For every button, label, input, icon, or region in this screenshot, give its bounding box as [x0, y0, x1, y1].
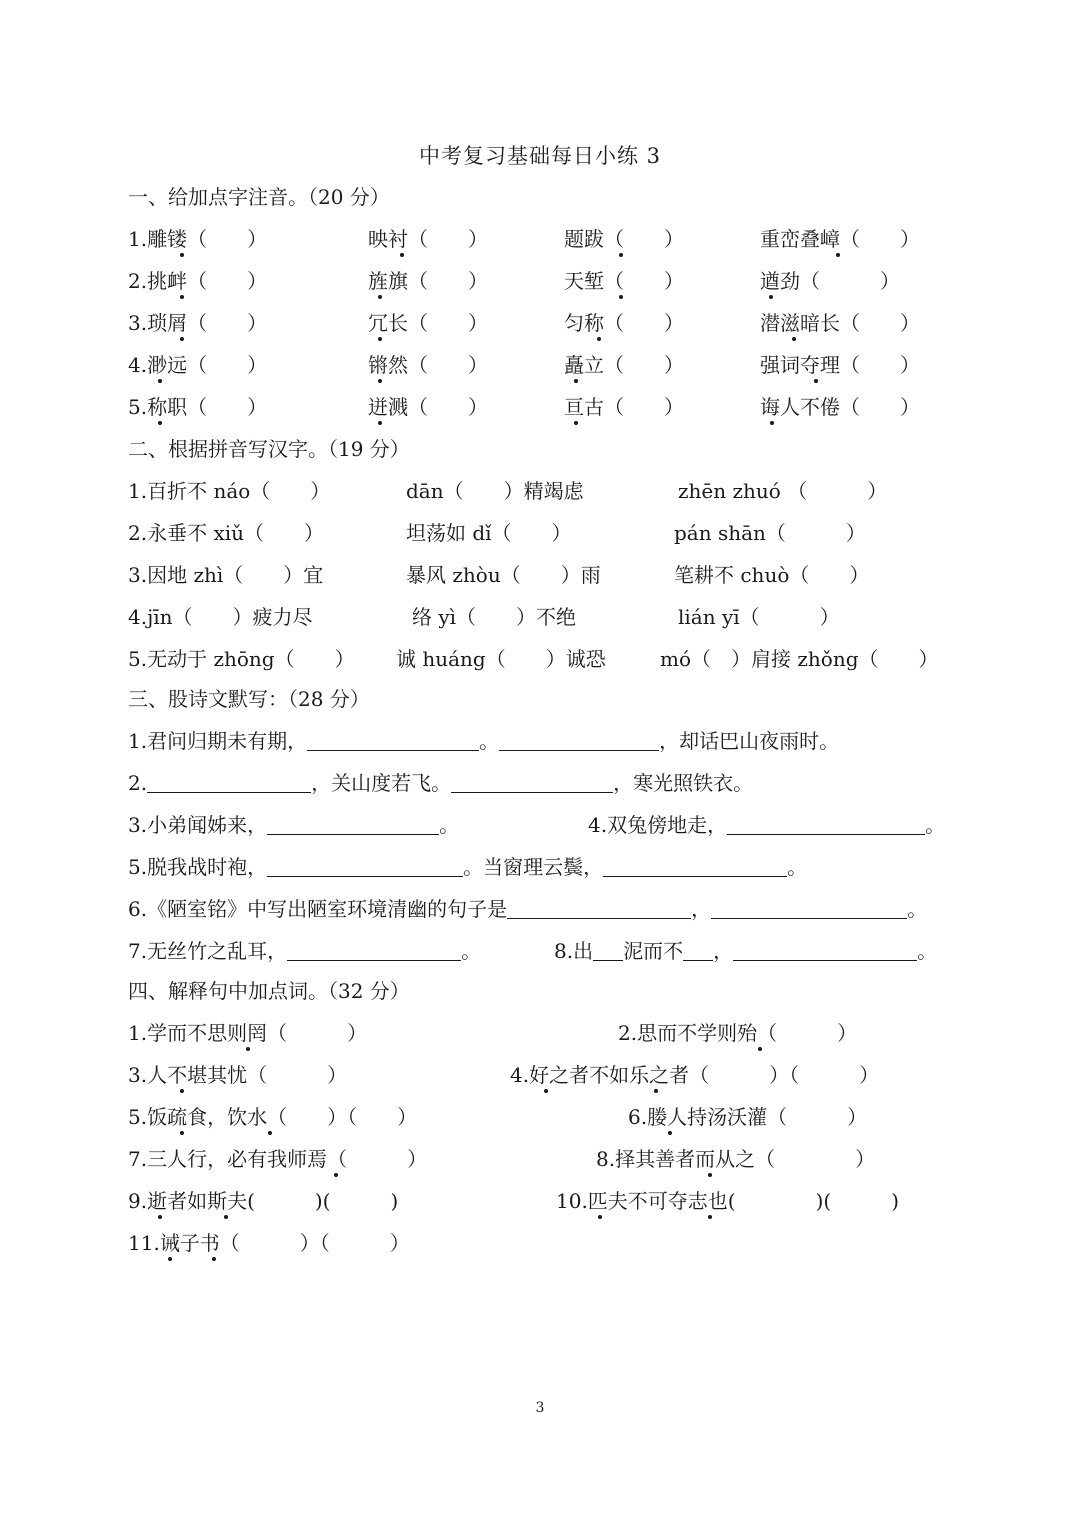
s1-item: 迸溅（ ）: [368, 395, 488, 419]
s3-text: 。: [917, 939, 938, 963]
s2-item: 3.因地 zhì（ ）宜: [128, 563, 324, 587]
s3-text: 泥而不: [623, 939, 684, 963]
s4-row-3: [128, 1104, 968, 1138]
section-4-heading: 四、解释句中加点词。（32 分）: [128, 979, 410, 1003]
s2-item: 2.永垂不 xiǔ（ ）: [128, 521, 324, 545]
emphasis-dot: [654, 1089, 658, 1093]
s4-row-4: [128, 1146, 968, 1180]
emphasis-dot: [378, 295, 382, 299]
s1-item: 4.渺远（ ）: [128, 353, 268, 377]
s3-text: 。: [907, 897, 928, 921]
s4-row-5: [128, 1188, 968, 1222]
s4-item: 5.饭疏食，饮水（ ）（ ）: [128, 1105, 418, 1129]
emphasis-dot: [836, 253, 840, 257]
s2-item: dān（ ）精竭虑: [406, 479, 584, 503]
s1-row-2: [128, 268, 1028, 302]
emphasis-dot: [158, 1215, 162, 1219]
emphasis-dot: [814, 379, 818, 383]
answer-blank[interactable]: [507, 898, 691, 919]
s3-text: ，却话巴山夜雨时。: [659, 729, 840, 753]
page-title: 中考复习基础每日小练 3: [418, 144, 662, 168]
s3-text: 3.小弟闻姊来，: [128, 813, 268, 837]
page-number: 3: [535, 1400, 545, 1416]
s1-item: 5.称职（ ）: [128, 395, 268, 419]
s4-item: 4.好之者不如乐之者（ ）（ ）: [510, 1063, 880, 1087]
s4-item: 11.诫子书（ ）（ ）: [128, 1231, 410, 1255]
s2-item: 络 yì（ ）不绝: [412, 605, 577, 629]
emphasis-dot: [168, 1257, 172, 1261]
emphasis-dot: [758, 1047, 762, 1051]
s3-line-1: [128, 728, 839, 754]
s4-item: 10.匹夫不可夺志也( )( ): [556, 1189, 900, 1213]
s3-text: 。: [439, 813, 460, 837]
s1-item: 映衬（ ）: [368, 227, 488, 251]
s1-item: 重峦叠嶂（ ）: [760, 227, 920, 251]
s3-text: 6.《陋室铭》中写出陋室环境清幽的句子是: [128, 897, 508, 921]
emphasis-dot: [378, 421, 382, 425]
s3-text: ，: [691, 897, 712, 921]
emphasis-dot: [668, 1131, 672, 1135]
s2-item: 4.jīn（ ）疲力尽: [128, 605, 313, 629]
s3-text: 。当窗理云鬓，: [463, 855, 604, 879]
s2-item: zhēn zhuó （ ）: [678, 479, 888, 503]
section-2-heading: 二、根据拼音写汉字。（19 分）: [128, 437, 410, 461]
s2-row-2: [128, 520, 1028, 550]
s3-text: 2.: [128, 771, 148, 795]
s4-item: 1.学而不思则罔（ ）: [128, 1021, 368, 1045]
s2-item: pán shān（ ）: [674, 521, 866, 545]
s3-line-2: [128, 770, 753, 796]
emphasis-dot: [574, 379, 578, 383]
answer-blank[interactable]: [451, 772, 613, 793]
s1-item: 2.挑衅（ ）: [128, 269, 268, 293]
s1-row-1: [128, 226, 1028, 260]
s1-item: 冗长（ ）: [368, 311, 488, 335]
s3-text: 4.双兔傍地走，: [588, 813, 728, 837]
answer-blank[interactable]: [733, 940, 917, 961]
emphasis-dot: [334, 1173, 338, 1177]
s2-row-4: [128, 604, 1028, 634]
emphasis-dot: [574, 421, 578, 425]
s1-item: 1.雕镂（ ）: [128, 227, 268, 251]
s3-text: 。: [461, 939, 482, 963]
s1-item: 天堑（ ）: [564, 269, 684, 293]
s3-text: ，: [713, 939, 734, 963]
s3-text: 7.无丝竹之乱耳，: [128, 939, 288, 963]
s3-text: 5.脱我战时袍，: [128, 855, 268, 879]
s2-row-3: [128, 562, 1028, 592]
emphasis-dot: [158, 379, 162, 383]
s1-item: 强词夺理（ ）: [760, 353, 920, 377]
s1-item: 锵然（ ）: [368, 353, 488, 377]
s3-line-3: [128, 812, 968, 842]
emphasis-dot: [400, 253, 404, 257]
answer-blank[interactable]: [727, 814, 925, 835]
s3-text: ，寒光照铁衣。: [613, 771, 754, 795]
answer-blank[interactable]: [267, 856, 463, 877]
s2-item: 暴风 zhòu（ ）雨: [406, 563, 601, 587]
s1-item: 诲人不倦（ ）: [760, 395, 920, 419]
emphasis-dot: [158, 421, 162, 425]
emphasis-dot: [792, 337, 796, 341]
s3-text: 1.君问归期未有期，: [128, 729, 308, 753]
emphasis-dot: [180, 253, 184, 257]
section-3-heading: 三、股诗文默写：（28 分）: [128, 687, 370, 711]
emphasis-dot: [246, 1047, 250, 1051]
s2-item: 诚 huáng（ ）诚恐: [396, 647, 606, 671]
s3-text: 8.出: [554, 939, 594, 963]
answer-blank[interactable]: [147, 772, 311, 793]
answer-blank[interactable]: [499, 730, 659, 751]
emphasis-dot: [224, 1215, 228, 1219]
emphasis-dot: [212, 1257, 216, 1261]
s3-line-6: [128, 896, 927, 922]
emphasis-dot: [180, 337, 184, 341]
s2-item: mó（ ）肩接 zhǒng（ ）: [660, 647, 939, 671]
s1-item: 潜滋暗长（ ）: [760, 311, 920, 335]
emphasis-dot: [770, 421, 774, 425]
s1-item: 矗立（ ）: [564, 353, 684, 377]
s1-item: 旌旗（ ）: [368, 269, 488, 293]
emphasis-dot: [378, 379, 382, 383]
emphasis-dot: [180, 295, 184, 299]
s2-row-1: [128, 478, 1028, 508]
s2-item: 坦荡如 dǐ（ ）: [406, 521, 572, 545]
s2-item: 5.无动于 zhōng（ ）: [128, 647, 355, 671]
emphasis-dot: [180, 1089, 184, 1093]
emphasis-dot: [598, 1215, 602, 1219]
s4-item: 8.择其善者而从之（ ）: [596, 1147, 876, 1171]
s1-item: 匀称（ ）: [564, 311, 684, 335]
s1-row-4: [128, 352, 1028, 386]
answer-blank[interactable]: [711, 898, 907, 919]
emphasis-dot: [378, 337, 382, 341]
emphasis-dot: [268, 1131, 272, 1135]
s3-text: 。: [787, 855, 808, 879]
s4-row-6: [128, 1230, 968, 1264]
s1-item: 遒劲（ ）: [760, 269, 900, 293]
s4-row-2: [128, 1062, 968, 1096]
s1-item: 3.琐屑（ ）: [128, 311, 268, 335]
s4-item: 2.思而不学则殆（ ）: [618, 1021, 858, 1045]
s1-item: 题跋（ ）: [564, 227, 684, 251]
s1-row-5: [128, 394, 1028, 428]
emphasis-dot: [597, 337, 601, 341]
s2-item: 笔耕不 chuò（ ）: [674, 563, 870, 587]
section-1-heading: 一、给加点字注音。（20 分）: [128, 185, 390, 209]
s4-item: 9.逝者如斯夫( )( ): [128, 1189, 399, 1213]
emphasis-dot: [708, 1173, 712, 1177]
s4-row-1: [128, 1020, 968, 1054]
emphasis-dot: [619, 253, 623, 257]
s4-item: 6.媵人持汤沃灌（ ）: [628, 1105, 868, 1129]
s2-row-5: [128, 646, 1028, 676]
s3-text: 。: [925, 813, 946, 837]
emphasis-dot: [180, 1131, 184, 1135]
answer-blank[interactable]: [683, 940, 713, 961]
s1-item: 亘古（ ）: [564, 395, 684, 419]
answer-blank[interactable]: [603, 856, 787, 877]
s4-item: 3.人不堪其忧（ ）: [128, 1063, 348, 1087]
s3-text: ，关山度若飞。: [311, 771, 452, 795]
s1-row-3: [128, 310, 1028, 344]
s2-item: lián yī（ ）: [678, 605, 840, 629]
emphasis-dot: [544, 1089, 548, 1093]
answer-blank[interactable]: [267, 814, 439, 835]
s3-line-5: [128, 854, 807, 880]
emphasis-dot: [619, 295, 623, 299]
answer-blank[interactable]: [287, 940, 461, 961]
emphasis-dot: [769, 295, 773, 299]
s4-item: 7.三人行，必有我师焉（ ）: [128, 1147, 428, 1171]
s3-line-7: [128, 938, 968, 968]
s3-text: 。: [479, 729, 500, 753]
answer-blank[interactable]: [593, 940, 623, 961]
answer-blank[interactable]: [307, 730, 479, 751]
emphasis-dot: [708, 1215, 712, 1219]
s2-item: 1.百折不 náo（ ）: [128, 479, 331, 503]
